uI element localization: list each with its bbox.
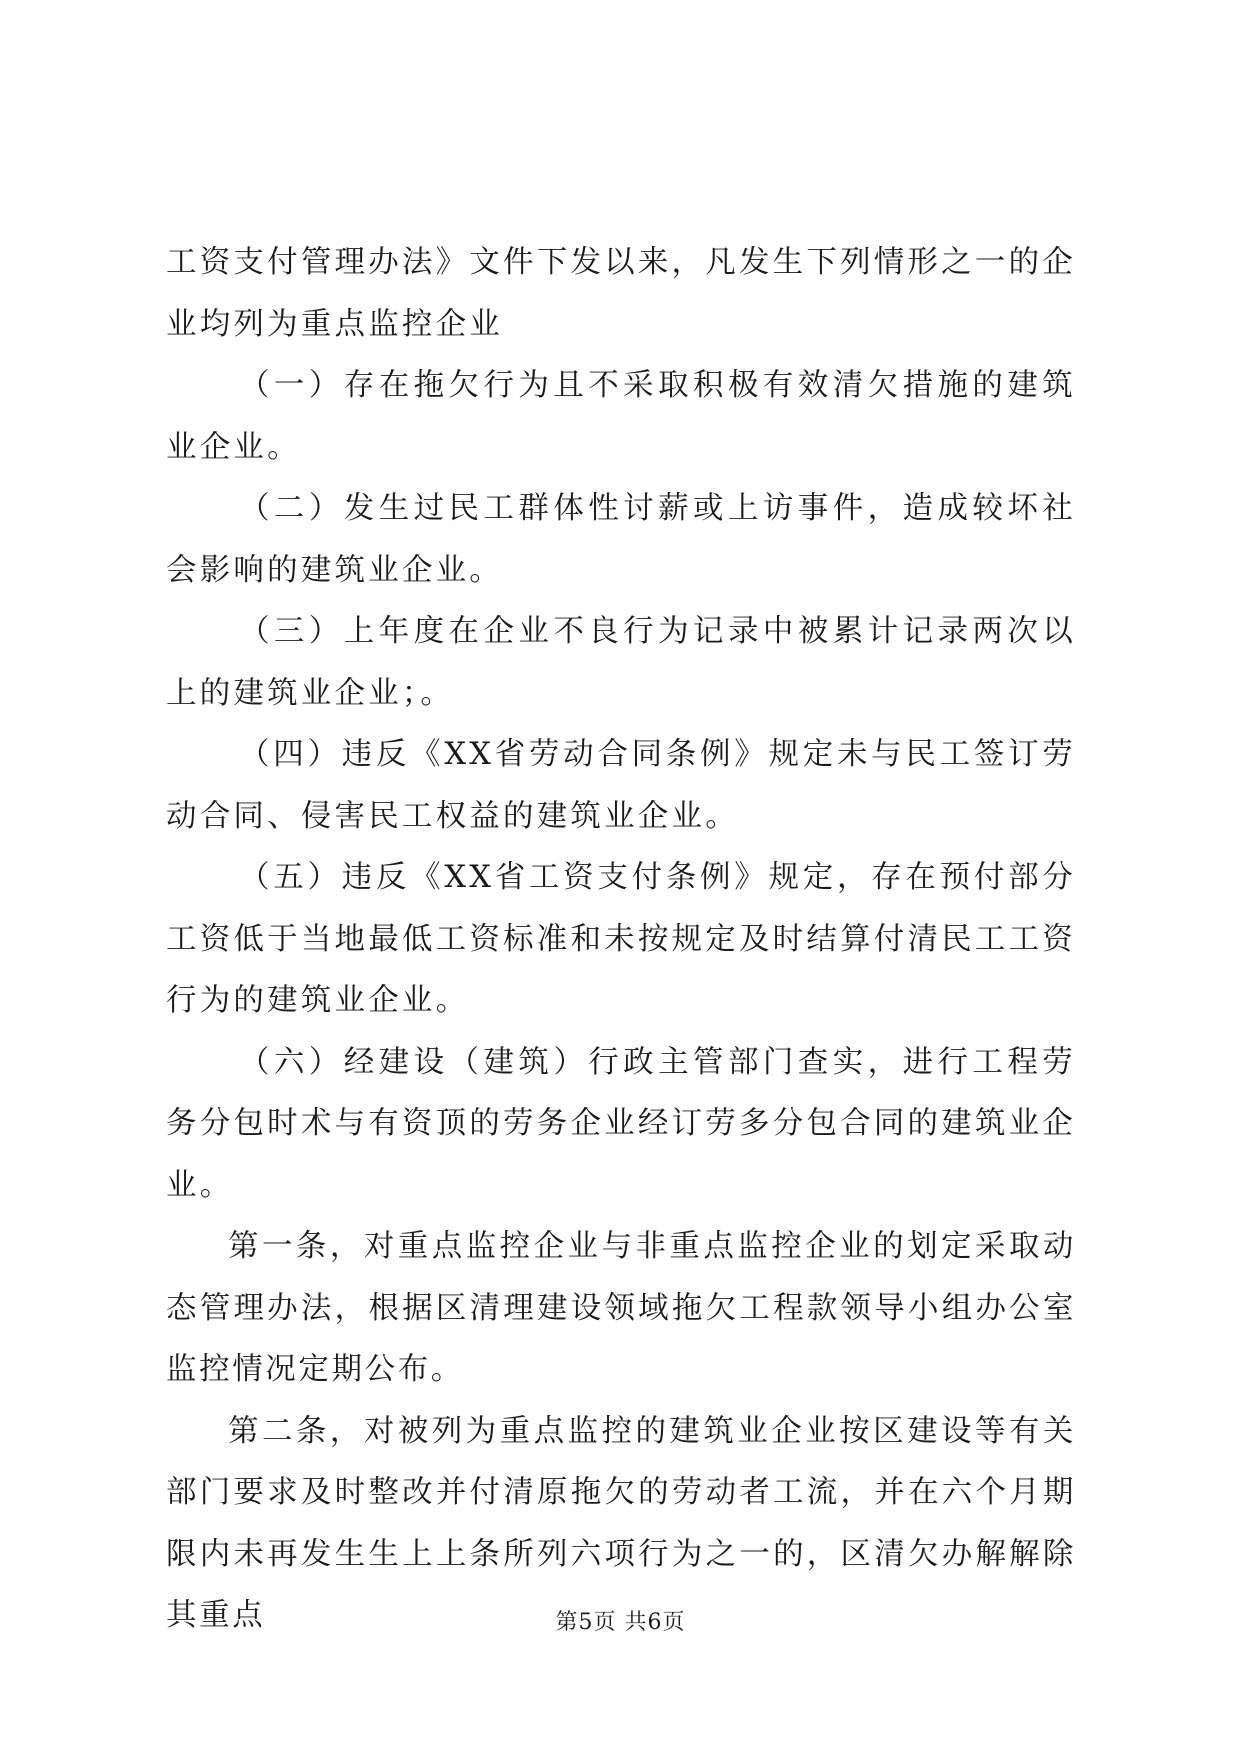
paragraph-item-3: （三）上年度在企业不良行为记录中被累计记录两次以上的建筑业企业；。 — [166, 614, 1076, 711]
paragraph-item-2: （二）发生过民工群体性讨薪或上访事件，造成较坏社会影响的建筑业企业。 — [166, 491, 1076, 588]
paragraph-article-1: 第一条，对重点监控企业与非重点监控企业的划定采取动态管理办法，根据区清理建设领域拖欠工程款领导小组办公室监控情况定期公布。 — [166, 1229, 1076, 1387]
paragraph-intro: 工资支付管理办法》文件下发以来，凡发生下列情形之一的企业均列为重点监控企业 — [166, 245, 1076, 342]
page-number-footer: 第5页 共6页 — [555, 1610, 686, 1635]
paragraph-item-5: （五）违反《XX省工资支付条例》规定，存在预付部分工资低于当地最低工资标准和未按规定及时结算付清民工工资行为的建筑业企业。 — [166, 860, 1076, 1018]
paragraph-item-6: （六）经建设（建筑）行政主管部门查实，进行工程劳务分包时术与有资顶的劳务企业经订劳多分包合同的建筑业企业。 — [166, 1044, 1076, 1203]
document-body — [166, 232, 1076, 1647]
paragraph-item-1: （一）存在拖欠行为且不采取积极有效清欠措施的建筑业企业。 — [166, 368, 1076, 465]
paragraph-item-4: （四）违反《XX省劳动合同条例》规定未与民工签订劳动合同、侵害民工权益的建筑业企业。 — [166, 737, 1076, 834]
paragraph-article-2: 第二条，对被列为重点监控的建筑业企业按区建设等有关部门要求及时整改并付清原拖欠的劳动者工流，并在六个月期限内未再发生生上上条所列六项行为之一的，区清欠办解解除其重点 — [166, 1413, 1076, 1633]
